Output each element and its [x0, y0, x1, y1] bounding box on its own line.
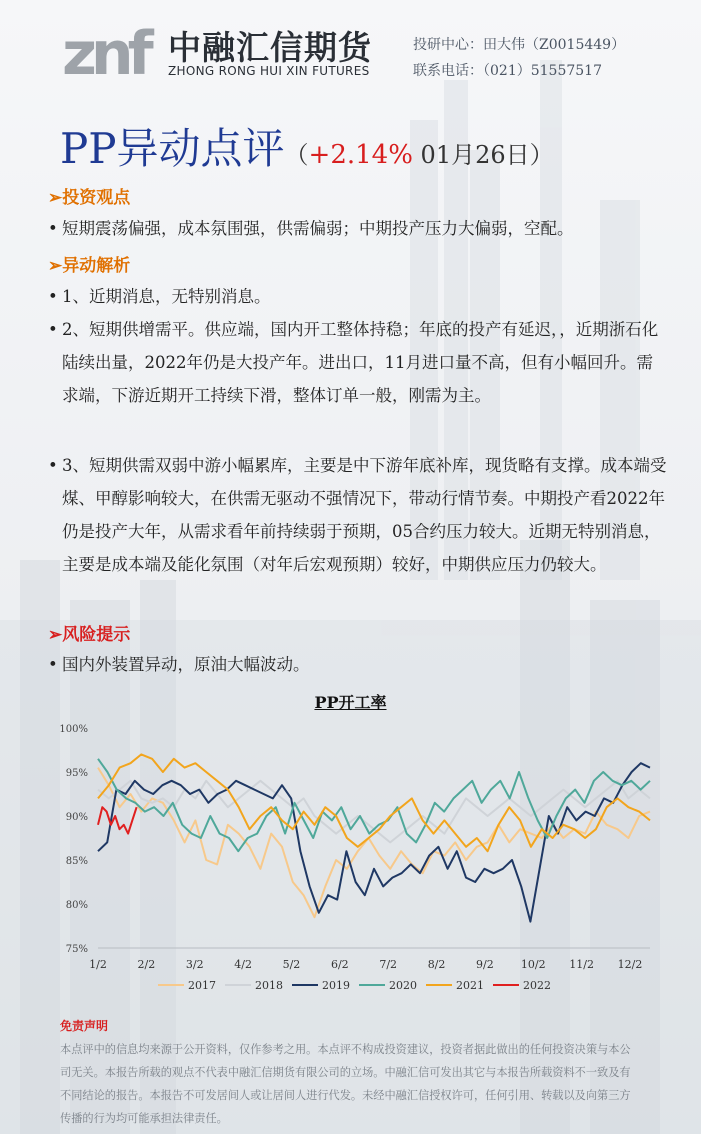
bullet-dot: •: [48, 456, 58, 475]
x-tick-label: 7/2: [379, 958, 398, 971]
section-risk: ➢风险提示: [48, 625, 131, 645]
series-line-2019: [98, 763, 650, 921]
legend-label-2020: 2020: [389, 979, 417, 992]
x-tick-label: 6/2: [330, 958, 349, 971]
x-tick-label: 8/2: [427, 958, 446, 971]
analysis-text-3: 3、短期供需双弱中游小幅累库，主要是中下游年底补库，现货略有支撑。成本端受煤、甲醇影响较大，在供需无驱动不强情况下，带动行情节奏。中期投产看2022年仍是投产大年，从需求看年前持续弱于预期，05合约压力较大。近期无特别消息，主要是成本端及能化氛围（对年后宏观预期）较好，中期供应压力仍较大。: [62, 456, 667, 574]
y-tick-label: 90%: [65, 812, 88, 823]
contact-phone: 联系电话：（021）51557517: [413, 63, 602, 79]
title-open-paren: （: [284, 141, 309, 169]
y-tick-label: 75%: [65, 944, 88, 955]
bullet-dot: •: [48, 287, 58, 306]
page-title: [60, 116, 554, 176]
legend-label-2017: 2017: [188, 979, 216, 992]
x-tick-label: 3/2: [185, 958, 204, 971]
disclaimer-text: 本点评中的信息均来源于公开资料，仅作参考之用。本点评不构成投资建议，投资者据此做出的任何投资决策与本公司无关。本报告所载的观点不代表中融汇信期货有限公司的立场。中融汇信可发出其它与本报告所载资料不一致及有不同结论的报告。本报告不可发居间人或让居间人进行代发。未经中融汇信授权许可，任何引用、转载以及向第三方传播的行为均可能承担法律责任。: [60, 1043, 631, 1125]
x-tick-label: 2/2: [137, 958, 156, 971]
company-name-cn: 中融汇信期货: [168, 28, 372, 67]
title-date: 01月26日: [412, 141, 530, 169]
bullet-dot: •: [48, 219, 58, 238]
bullet-dot: •: [48, 320, 58, 339]
company-name-en: ZHONG RONG HUI XIN FUTURES: [168, 64, 370, 78]
section-analysis: ➢异动解析: [48, 256, 131, 276]
list-item: [48, 648, 668, 681]
list-item: [48, 313, 668, 445]
contact-info: [413, 32, 625, 84]
x-tick-label: 4/2: [234, 958, 252, 971]
list-item: [48, 280, 668, 313]
analysis-text-1: 1、近期消息，无特别消息。: [62, 287, 271, 306]
y-tick-label: 85%: [65, 856, 88, 867]
series-line-2020: [98, 759, 650, 851]
logo-mark: znf: [62, 19, 148, 82]
legend-label-2018: 2018: [255, 979, 283, 992]
x-tick-label: 1/2: [89, 958, 107, 971]
list-item: [48, 449, 668, 614]
chart-title: PP开工率: [314, 693, 387, 712]
series-line-2017: [98, 768, 650, 918]
x-tick-label: 11/2: [569, 958, 594, 971]
view-text: 短期震荡偏强，成本氛围强，供需偏弱；中期投产压力大偏弱，空配。: [62, 219, 574, 238]
list-item: [48, 212, 668, 245]
x-tick-label: 10/2: [520, 958, 546, 971]
y-tick-label: 95%: [65, 768, 88, 779]
disclaimer-title: 免责声明: [60, 1019, 109, 1033]
y-tick-label: 100%: [59, 724, 88, 735]
section-investment-view: ➢投资观点: [48, 188, 131, 208]
series-line-2022: [98, 807, 137, 833]
legend-label-2019: 2019: [322, 979, 350, 992]
title-close-paren: ）: [529, 141, 554, 169]
utilization-line-chart: [50, 712, 660, 1007]
analysis-text-2: 2、短期供增需平。供应端，国内开工整体持稳；年底的投产有延迟，，近期浙石化陆续出量，2022年仍是大投产年。进出口，11月进口量不高，但有小幅回升。需求端，下游近期开工持续下滑，整体订单一般，刚需为主。: [62, 320, 659, 405]
x-tick-label: 5/2: [282, 958, 301, 971]
contact-researcher: 投研中心：田大伟（Z0015449）: [413, 37, 626, 53]
legend-label-2021: 2021: [456, 979, 484, 992]
y-tick-label: 80%: [65, 900, 88, 911]
legend-label-2022: 2022: [523, 979, 551, 992]
bullet-dot: •: [48, 655, 58, 674]
price-change: +2.14%: [308, 140, 413, 170]
risk-text: 国内外装置异动，原油大幅波动。: [62, 655, 310, 674]
title-main: PP异动点评: [60, 124, 285, 173]
x-tick-label: 12/2: [617, 958, 643, 971]
x-tick-label: 9/2: [476, 958, 494, 971]
